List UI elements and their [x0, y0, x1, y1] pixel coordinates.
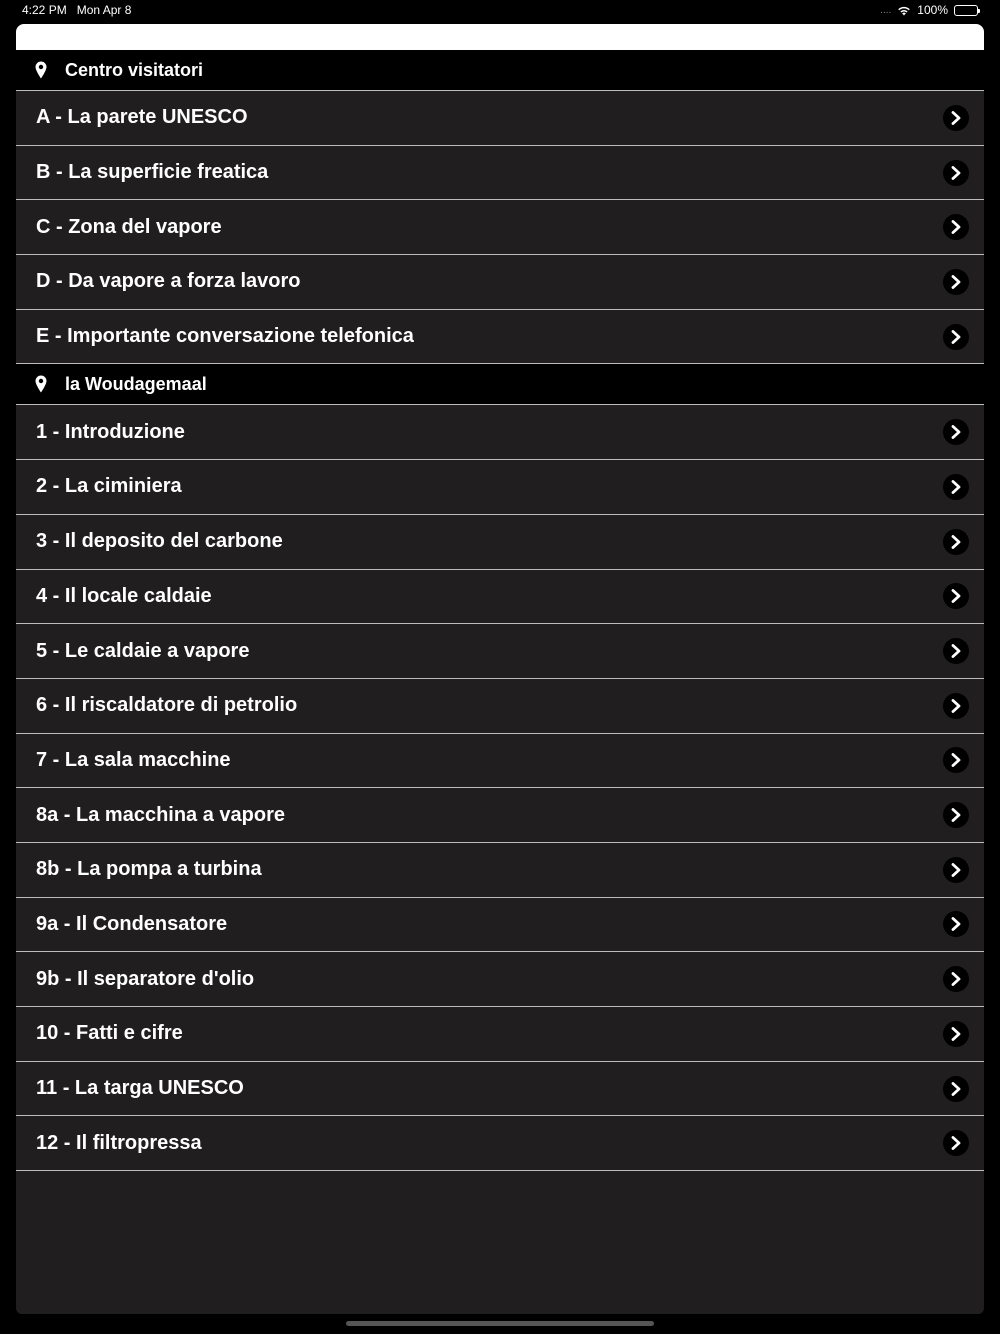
sheet-header: [16, 24, 984, 50]
list-item-label: 11 - La targa UNESCO: [36, 1077, 244, 1100]
list-item[interactable]: [16, 255, 984, 310]
list-item[interactable]: [16, 1062, 984, 1117]
battery-icon: [954, 5, 978, 16]
status-date: Mon Apr 8: [76, 3, 132, 17]
wifi-icon: [897, 5, 911, 16]
signal-dots-icon: ....: [880, 4, 892, 16]
list-item[interactable]: [16, 91, 984, 146]
chevron-right-icon: [943, 419, 969, 445]
chevron-right-icon: [943, 105, 969, 131]
list-item-label: 1 - Introduzione: [36, 420, 185, 443]
list-item-label: D - Da vapore a forza lavoro: [36, 270, 301, 293]
list-item[interactable]: [16, 952, 984, 1007]
tour-list-sheet: [16, 24, 984, 1314]
chevron-right-icon: [943, 160, 969, 186]
list-item-label: 3 - Il deposito del carbone: [36, 530, 283, 553]
status-time: [22, 3, 131, 17]
status-clock: 4:22 PM: [22, 3, 67, 17]
chevron-right-icon: [943, 1021, 969, 1047]
list-item[interactable]: [16, 624, 984, 679]
list-item-label: 5 - Le caldaie a vapore: [36, 639, 250, 662]
list-item[interactable]: [16, 788, 984, 843]
list-item-label: 12 - Il filtropressa: [36, 1131, 202, 1154]
chevron-right-icon: [943, 802, 969, 828]
list-item-label: A - La parete UNESCO: [36, 106, 248, 129]
chevron-right-icon: [943, 583, 969, 609]
list-item-label: 2 - La ciminiera: [36, 475, 182, 498]
chevron-right-icon: [943, 324, 969, 350]
list-item-label: C - Zona del vapore: [36, 215, 222, 238]
chevron-right-icon: [943, 911, 969, 937]
list-item-label: 8a - La macchina a vapore: [36, 803, 286, 826]
status-indicators: [880, 3, 978, 17]
list-item[interactable]: [16, 734, 984, 789]
chevron-right-icon: [943, 474, 969, 500]
list-item[interactable]: [16, 515, 984, 570]
chevron-right-icon: [943, 857, 969, 883]
list-item[interactable]: [16, 843, 984, 898]
chevron-right-icon: [943, 1076, 969, 1102]
chevron-right-icon: [943, 214, 969, 240]
chevron-right-icon: [943, 693, 969, 719]
chevron-right-icon: [943, 1130, 969, 1156]
list-item-label: 8b - La pompa a turbina: [36, 858, 262, 881]
list-item-label: E - Importante conversazione telefonica: [36, 325, 414, 348]
list-item[interactable]: [16, 570, 984, 625]
list-item-label: 6 - Il riscaldatore di petrolio: [36, 694, 298, 717]
chevron-right-icon: [943, 747, 969, 773]
list-item-label: 10 - Fatti e cifre: [36, 1022, 183, 1045]
section-header-woudagemaal: [16, 364, 984, 405]
list-item-label: 7 - La sala macchine: [36, 748, 231, 771]
list-item-label: B - La superficie freatica: [36, 161, 269, 184]
list-item[interactable]: [16, 310, 984, 365]
chevron-right-icon: [943, 269, 969, 295]
map-pin-icon: [34, 375, 48, 393]
status-bar: [0, 0, 1000, 22]
list-item-label: 4 - Il locale caldaie: [36, 584, 212, 607]
list-item[interactable]: [16, 1116, 984, 1171]
list-item[interactable]: [16, 898, 984, 953]
section-title: Centro visitatori: [65, 59, 204, 80]
list-item[interactable]: [16, 460, 984, 515]
list-item[interactable]: [16, 146, 984, 201]
list-item-label: 9a - Il Condensatore: [36, 912, 228, 935]
list-item-label: 9b - Il separatore d'olio: [36, 967, 255, 990]
home-indicator[interactable]: [346, 1321, 654, 1326]
battery-percent: 100%: [917, 3, 948, 17]
list-item[interactable]: [16, 200, 984, 255]
list-item[interactable]: [16, 405, 984, 460]
list-item[interactable]: [16, 679, 984, 734]
list-item[interactable]: [16, 1007, 984, 1062]
section-header-centro-visitatori: [16, 50, 984, 91]
section-title: la Woudagemaal: [65, 373, 207, 394]
chevron-right-icon: [943, 529, 969, 555]
chevron-right-icon: [943, 638, 969, 664]
map-pin-icon: [34, 61, 48, 79]
chevron-right-icon: [943, 966, 969, 992]
